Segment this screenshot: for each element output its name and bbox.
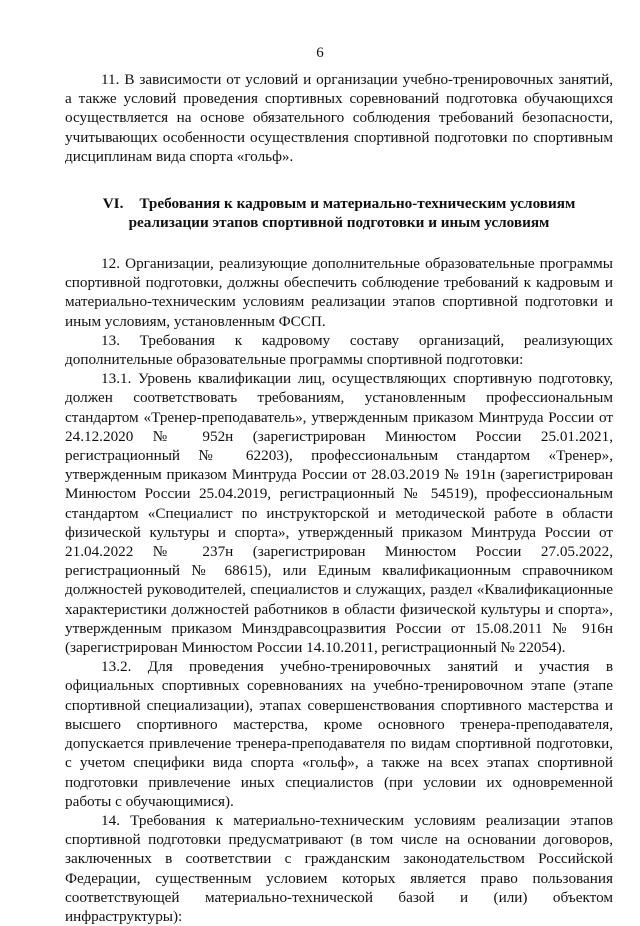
page-number: 6 (316, 45, 324, 61)
section-number: VI. (102, 195, 124, 213)
paragraph-13-2: 13.2. Для проведения учебно-тренировочных занятий и участия в официальных спортивных соревнованиях на учебно-тренировочном этапе (этапе спортивной специализации), этапах совершенствования спортивного мастерства и высшего спортивного мастерства, кроме основного тренера-преподавателя, допускается привлечение тренера-преподавателя по видам спортивной подготовки, с учетом специфики вида спорта «гольф», а также на всех этапах спортивной подготовки привлечение иных специалистов (при условии их одновременной работы с обучающимися). (65, 658, 613, 810)
paragraph-11: 11. В зависимости от условий и организации учебно-тренировочных занятий, а также условий проведения спортивных соревнований подготовка обучающихся осуществляется на основе обязательного соблюдения требований безопасности, учитывающих особенности осуществления спортивной подготовки по спортивным дисциплинам вида спорта «гольф». (65, 71, 613, 165)
paragraph-13-1: 13.1. Уровень квалификации лиц, осуществляющих спортивную подготовку, должен соответствовать требованиям, установленным профессиональным стандартом «Тренер-преподаватель», утвержденным приказом Минтруда России от 24.12.2020 № 952н (зарегистрирован Минюстом России 25.01.2021, регистрационный № 62203), профессиональным стандартом «Тренер», утвержденным приказом Минтруда России от 28.03.2019 № 191н (зарегистрирован Минюстом России 25.04.2019, регистрационный № 54519), профессиональным стандартом «Специалист по инструкторской и методической работе в области физической культуры и спорта», утвержденный приказом Минтруда России от 21.04.2022 № 237н (зарегистрирован Минюстом России 27.05.2022, регистрационный № 68615), или Единым квалификационным справочником должностей руководителей, специалистов и служащих, раздел «Квалификационные характеристики должностей работников в области физической культуры и спорта», утвержденным приказом Минздравсоцразвития России от 15.08.2011 № 916н (зарегистрирован Минюстом России 14.10.2011, регистрационный № 22054). (65, 370, 613, 657)
paragraph-14: 14. Требования к материально-техническим условиям реализации этапов спортивной подготовки предусматривают (в том числе на основании договоров, заключенных в соответствии с гражданским законодательством Российской Федерации, существенным условием которых является право пользования соответствующей материально-технической базой и (или) объектом инфраструктуры): (65, 811, 613, 925)
section-title: Требования к кадровым и материально-техническим условиям реализации этапов спортивной подготовки и иным условиям (128, 195, 576, 232)
document-body (65, 70, 613, 926)
section-heading (65, 194, 613, 232)
paragraph-12: 12. Организации, реализующие дополнительные образовательные программы спортивной подготовки, должны обеспечить соблюдение требований к кадровым и материально-техническим условиям реализации этапов спортивной подготовки и иным условиям, установленным ФССП. (65, 255, 613, 330)
paragraph-13: 13. Требования к кадровому составу организаций, реализующих дополнительные образовательные программы спортивной подготовки: (65, 331, 613, 369)
